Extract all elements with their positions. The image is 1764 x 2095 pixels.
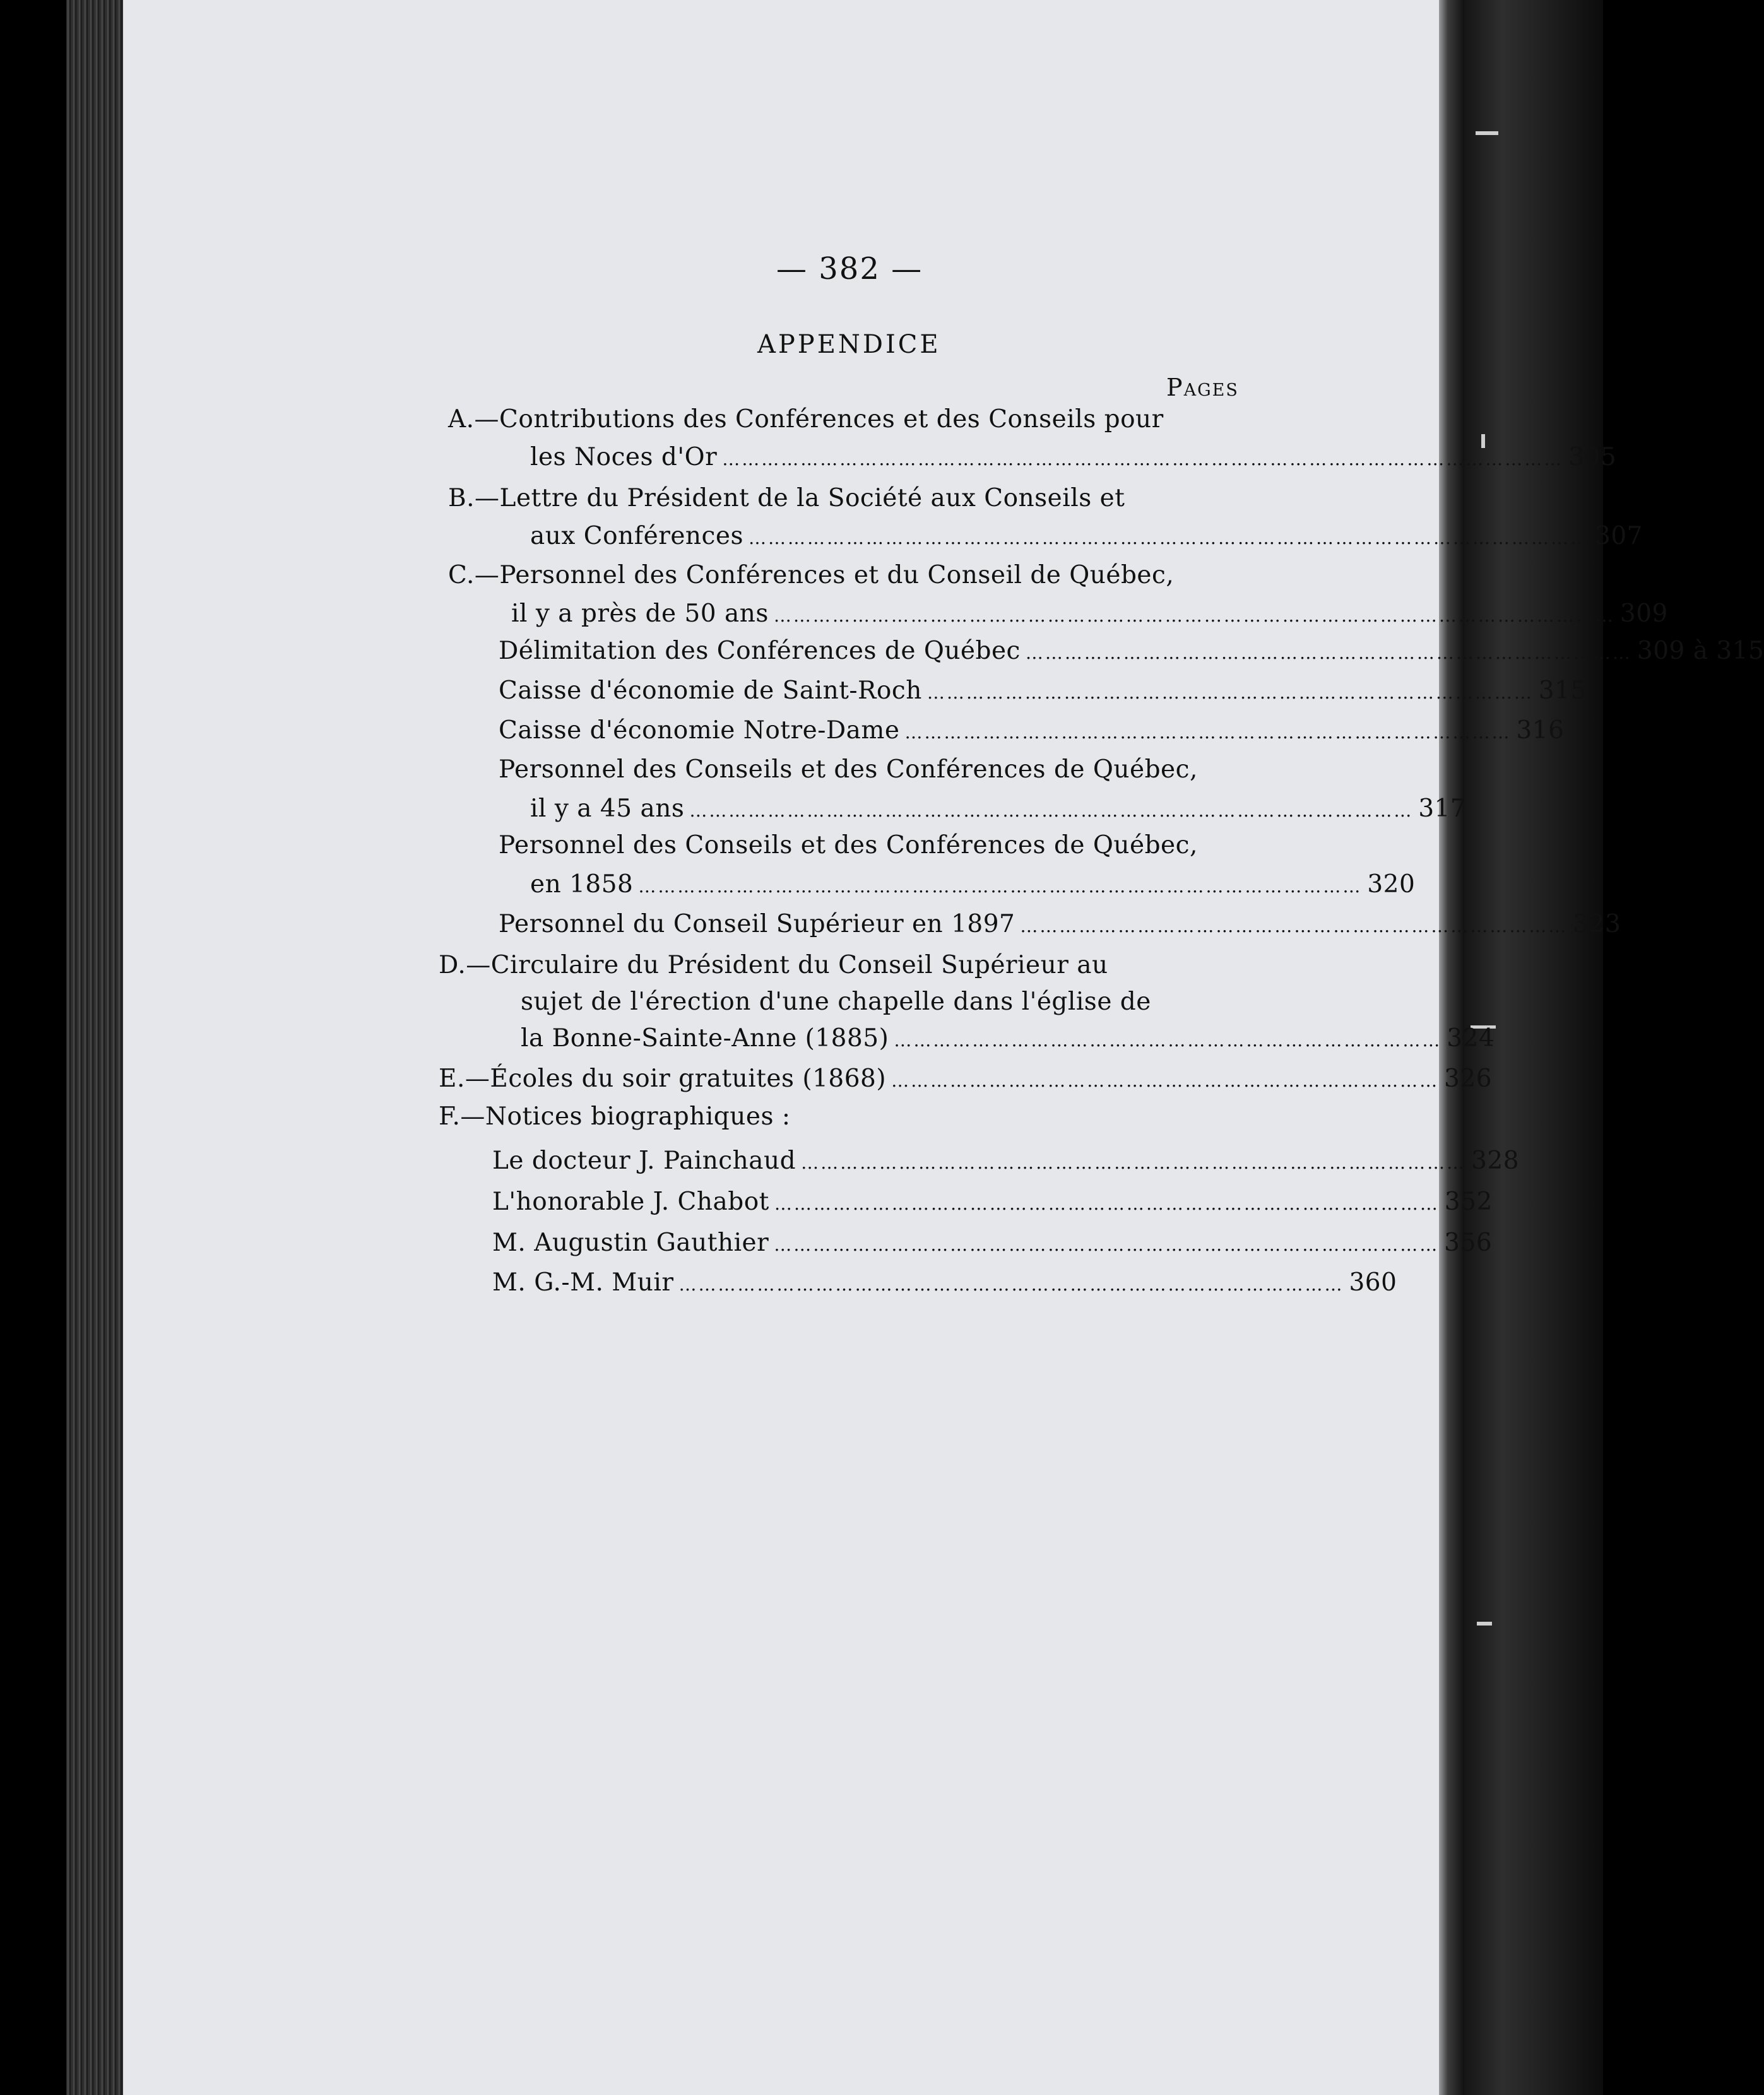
- entry-e-page: 326: [1444, 1065, 1493, 1093]
- entry-f-item-text: M. Augustin Gauthier: [492, 1229, 769, 1257]
- entry-f-item: [492, 1229, 1493, 1257]
- leader-dots: …………………………………………………………………………………………………………………: [749, 528, 1590, 548]
- leader-dots: …………………………………………………………………………: [894, 1030, 1442, 1051]
- entry-c-sub-text: il y a 45 ans: [530, 794, 685, 823]
- entry-c-sub-2: [499, 676, 1587, 705]
- entry-c-page: 309: [1619, 599, 1668, 628]
- entry-b-text: aux Conférences: [530, 522, 743, 550]
- leader-dots: …………………………………………………………………………………: [1025, 642, 1632, 663]
- leader-dots: …………………………………………………………………………………………: [774, 1193, 1440, 1214]
- leader-dots: …………………………………………………………………………………………: [774, 1234, 1440, 1255]
- entry-c-sub-text: Caisse d'économie Notre-Dame: [499, 716, 900, 745]
- entry-f-item-page: 356: [1444, 1229, 1493, 1257]
- entry-f-item: [492, 1268, 1397, 1297]
- leader-dots: …………………………………………………………………………………………: [678, 1274, 1344, 1295]
- pages-column-header: Pages: [1166, 374, 1239, 401]
- leader-dots: …………………………………………………………………………………: [926, 682, 1534, 703]
- entry-e-text: E.—Écoles du soir gratuites (1868): [439, 1065, 887, 1093]
- entry-a-page: 305: [1568, 443, 1617, 471]
- entry-c-sub-text: Délimitation des Conférences de Québec: [499, 637, 1021, 665]
- entry-c-sub-text: Caisse d'économie de Saint-Roch: [499, 676, 922, 705]
- entry-f-item-text: Le docteur J. Painchaud: [492, 1147, 796, 1175]
- leader-dots: …………………………………………………………………………………: [904, 722, 1512, 743]
- entry-f-item-text: M. G.-M. Muir: [492, 1268, 674, 1297]
- entry-b-page: 307: [1595, 522, 1643, 550]
- entry-c-sub-4-line1: Personnel des Conseils et des Conférences de Québec,: [499, 755, 1198, 784]
- entry-d-text: la Bonne-Sainte-Anne (1885): [521, 1024, 889, 1053]
- entry-f-item-page: 352: [1444, 1188, 1493, 1216]
- leader-dots: …………………………………………………………………………………………………: [638, 876, 1363, 897]
- entry-d-line1: D.—Circulaire du Président du Conseil Supérieur au: [439, 951, 1108, 979]
- entry-c-sub-page: 316: [1516, 716, 1565, 745]
- entry-a-line1: A.—Contributions des Conférences et des Conseils pour: [448, 405, 1164, 434]
- entry-f-item: [492, 1147, 1520, 1175]
- entry-c-sub-5-line1: Personnel des Conseils et des Conférences de Québec,: [499, 831, 1198, 859]
- entry-c-sub-page: 315: [1538, 676, 1587, 705]
- leader-dots: …………………………………………………………………………: [1020, 916, 1568, 936]
- entry-c-line1: C.—Personnel des Conférences et du Conseil de Québec,: [448, 561, 1175, 589]
- entry-c-sub-4-line2: [530, 794, 1467, 823]
- entry-f-item-text: L'honorable J. Chabot: [492, 1188, 769, 1216]
- entry-c-sub-page: 317: [1418, 794, 1467, 823]
- entry-e: [439, 1065, 1493, 1093]
- entry-f-item-page: 328: [1471, 1147, 1520, 1175]
- entry-c-sub-3: [499, 716, 1565, 745]
- entry-c-sub-1: [499, 637, 1764, 665]
- entry-c-text: il y a près de 50 ans: [511, 599, 769, 628]
- entry-f-item: [492, 1188, 1493, 1216]
- page-number: — 382 —: [776, 251, 923, 286]
- entry-c-sub-5-line2: [530, 870, 1416, 899]
- entry-a-text: les Noces d'Or: [530, 443, 718, 471]
- entry-d-line2: sujet de l'érection d'une chapelle dans l'église de: [521, 988, 1151, 1016]
- entry-a-line2: [530, 443, 1617, 471]
- entry-f-item-page: 360: [1349, 1268, 1397, 1297]
- leader-dots: …………………………………………………………………………………………………: [689, 800, 1414, 821]
- appendix-title: APPENDICE: [757, 330, 941, 359]
- entry-b-line2: [530, 522, 1643, 550]
- entry-c-sub-page: 309 à 315: [1637, 637, 1764, 665]
- entry-c-sub-text: Personnel du Conseil Supérieur en 1897: [499, 910, 1015, 938]
- entry-f-heading: F.—Notices biographiques :: [439, 1102, 791, 1131]
- leader-dots: …………………………………………………………………………………………………………………: [722, 449, 1564, 469]
- leader-dots: …………………………………………………………………………………………………………………: [773, 605, 1615, 626]
- entry-c-sub-6: [499, 910, 1621, 938]
- leader-dots: …………………………………………………………………………………………: [801, 1152, 1467, 1173]
- entry-b-line1: B.—Lettre du Président de la Société aux Conseils et: [448, 484, 1125, 512]
- entry-c-line2: [511, 599, 1668, 628]
- entry-c-sub-page: 320: [1367, 870, 1416, 899]
- entry-c-sub-text: en 1858: [530, 870, 634, 899]
- entry-d-page: 324: [1447, 1024, 1495, 1053]
- leader-dots: …………………………………………………………………………: [891, 1070, 1440, 1091]
- entry-d-line3: [521, 1024, 1495, 1053]
- entry-c-sub-page: 323: [1573, 910, 1621, 938]
